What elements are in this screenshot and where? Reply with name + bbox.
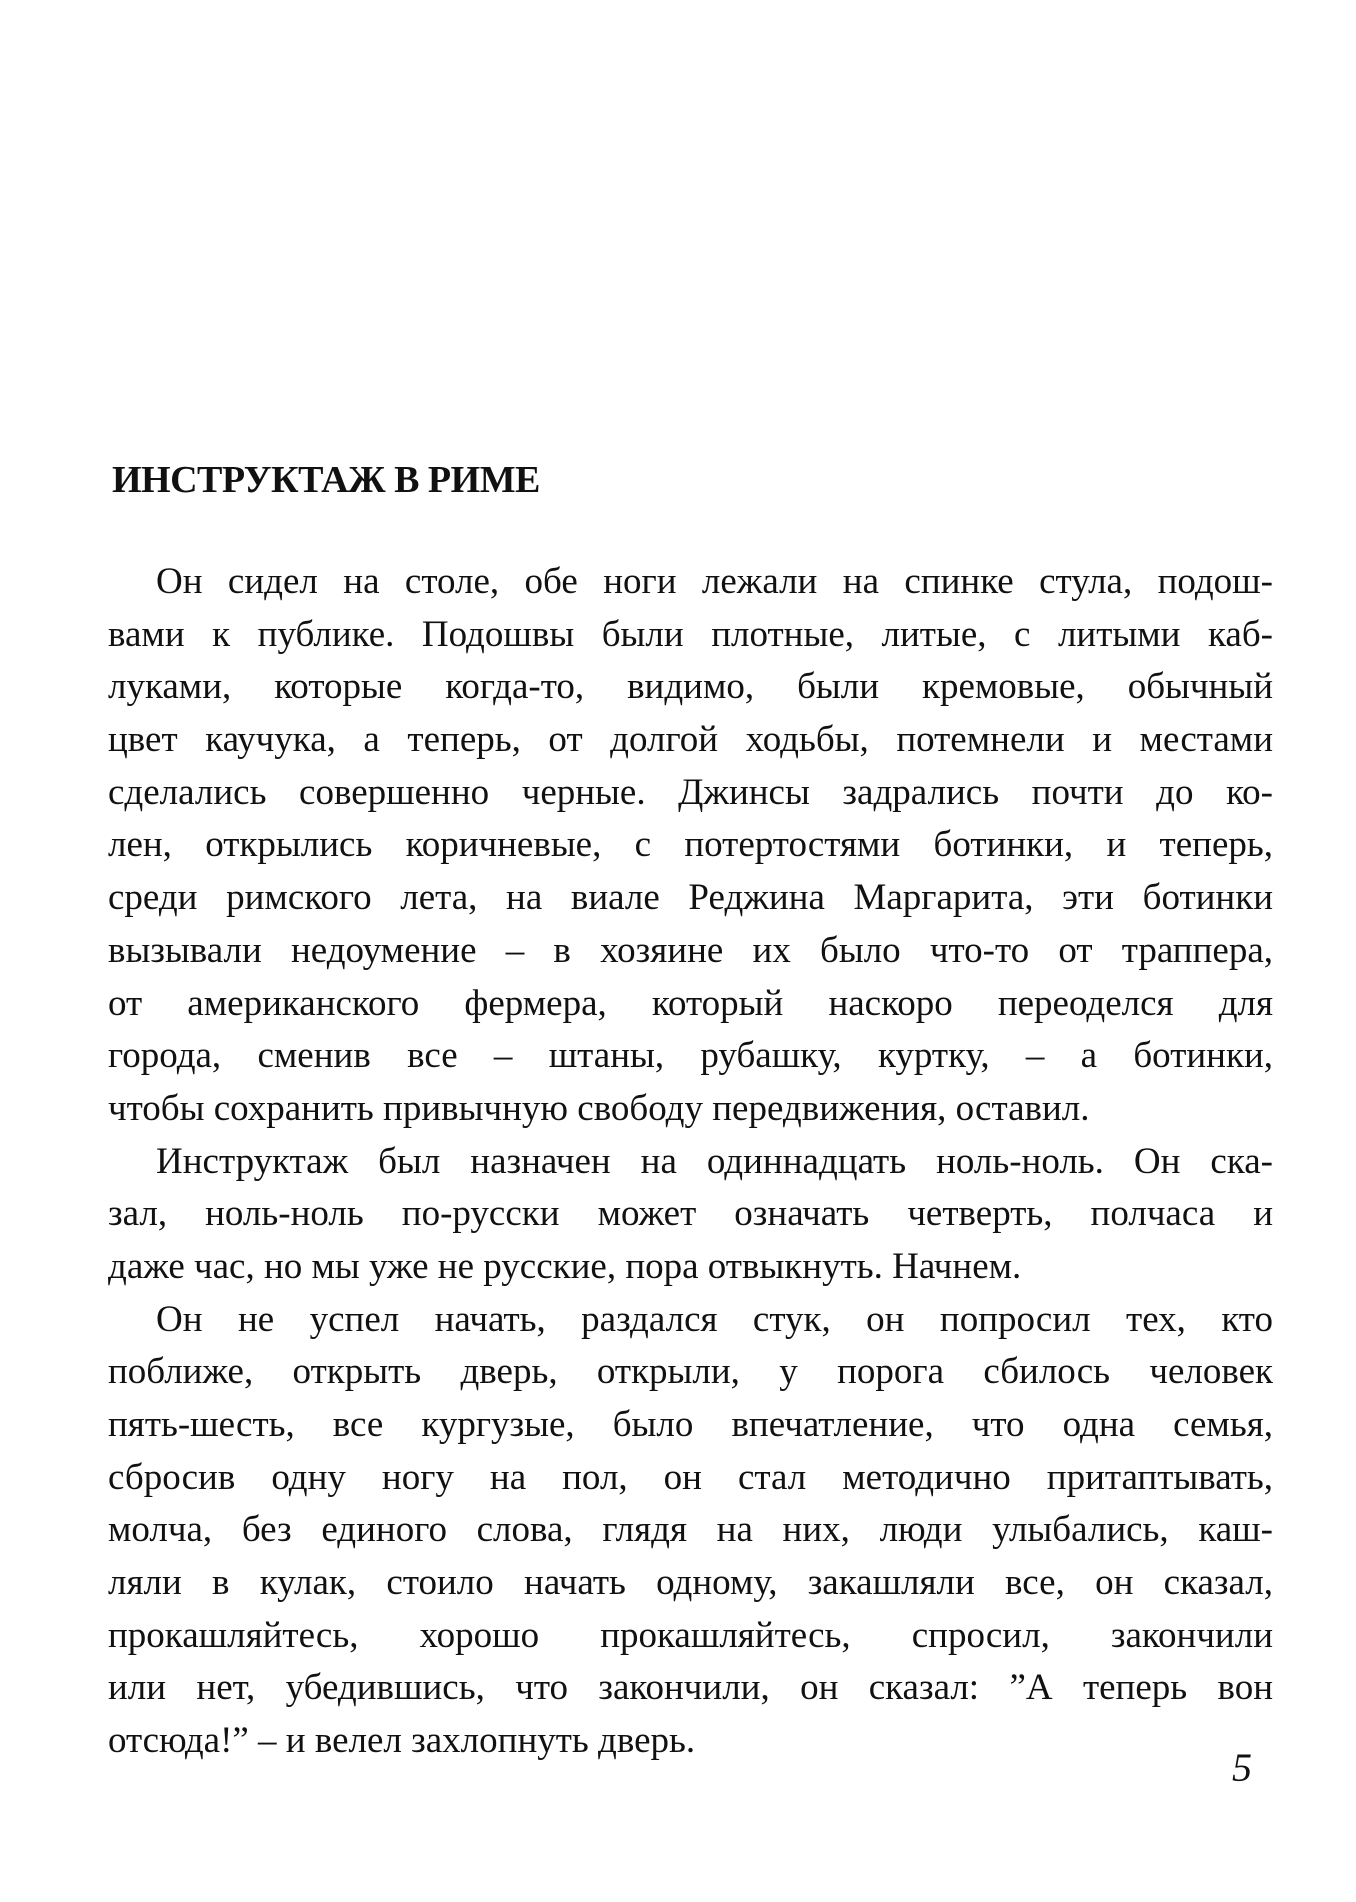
text-line: луками, которые когда-то, видимо, были кремовые, обычный	[108, 666, 1273, 708]
text-line: лен, открылись коричневые, с потертостями ботинки, и теперь,	[108, 824, 1273, 866]
text-line: ляли в кулак, стоило начать одному, закашляли все, он сказал,	[108, 1562, 1273, 1604]
text-line: вызывали недоумение – в хозяине их было что-то от траппера,	[108, 929, 1273, 971]
paragraph	[108, 1136, 1273, 1294]
page-number: 5	[1232, 1745, 1252, 1790]
text-line: поближе, открыть дверь, открыли, у порога сбилось человек	[108, 1351, 1273, 1393]
text-line: Он не успел начать, раздался стук, он попросил тех, кто	[156, 1298, 1273, 1340]
text-line: отсюда!” – и велел захлопнуть дверь.	[108, 1720, 696, 1762]
text-line: Он сидел на столе, обе ноги лежали на спинке стула, подош-	[156, 561, 1273, 602]
text-line: сделались совершенно черные. Джинсы задрались почти до ко-	[108, 771, 1273, 813]
paragraph	[108, 1294, 1273, 1768]
body-text	[108, 556, 1273, 1768]
text-line: прокашляйтесь, хорошо прокашляйтесь, спросил, закончили	[108, 1614, 1273, 1656]
text-line: среди римского лета, на виале Реджина Маргарита, эти ботинки	[108, 877, 1273, 919]
text-line: сбросив одну ногу на пол, он стал методично притаптывать,	[108, 1456, 1273, 1498]
paragraph	[108, 556, 1273, 1136]
text-line: Инструктаж был назначен на одиннадцать ноль-ноль. Он ска-	[156, 1140, 1273, 1182]
text-line: или нет, убедившись, что закончили, он сказал: ”А теперь вон	[108, 1667, 1273, 1709]
text-line: зал, ноль-ноль по-русски может означать четверть, полчаса и	[108, 1193, 1273, 1235]
text-line: пять-шесть, все кургузые, было впечатление, что одна семья,	[108, 1404, 1273, 1445]
text-line: от американского фермера, который наскоро переоделся для	[108, 982, 1273, 1024]
text-line: даже час, но мы уже не русские, пора отвыкнуть. Начнем.	[108, 1245, 1022, 1287]
text-line: города, сменив все – штаны, рубашку, куртку, – а ботинки,	[108, 1035, 1273, 1077]
text-line: молча, без единого слова, глядя на них, люди улыбались, каш-	[108, 1509, 1273, 1551]
text-line: цвет каучука, а теперь, от долгой ходьбы, потемнели и местами	[108, 719, 1273, 761]
chapter-title: ИНСТРУКТАЖ В РИМЕ	[112, 459, 540, 501]
text-line: чтобы сохранить привычную свободу передвижения, оставил.	[108, 1087, 1090, 1129]
text-line: вами к публике. Подошвы были плотные, литые, с литыми каб-	[108, 613, 1273, 655]
